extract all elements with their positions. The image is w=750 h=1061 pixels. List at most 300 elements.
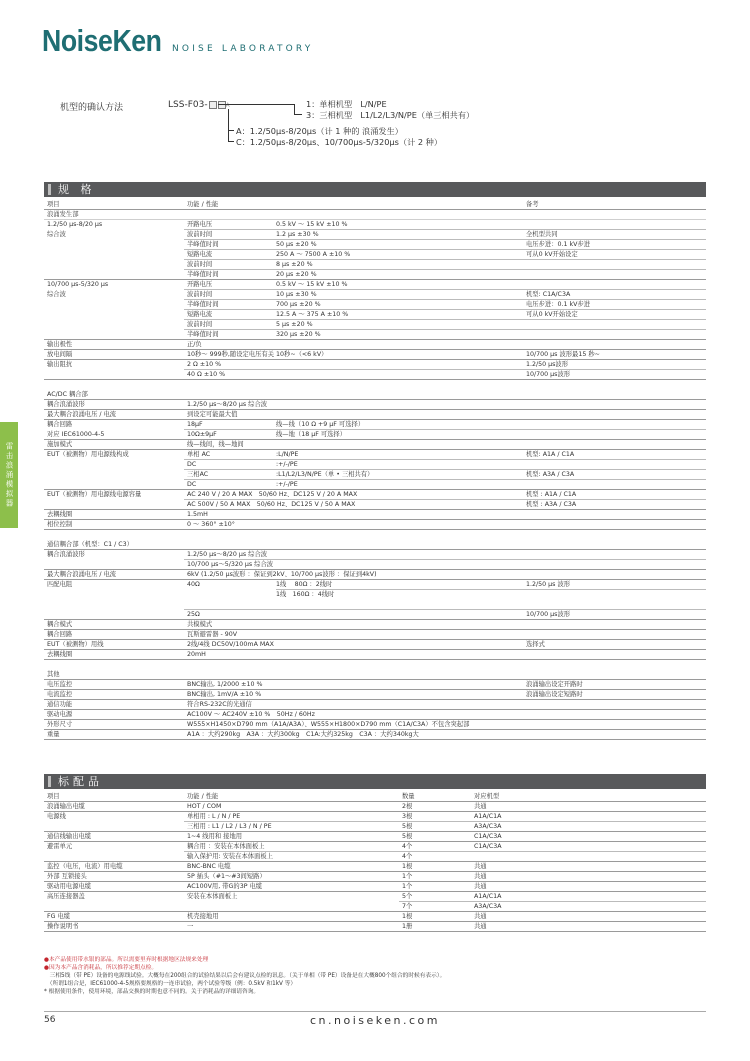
category-side-tab: 雷击浪涌模拟器 xyxy=(0,422,18,528)
row-divider xyxy=(184,812,706,822)
spec-cell-c2: :+/-/PE xyxy=(276,461,298,468)
spec-row xyxy=(44,270,706,280)
row-divider xyxy=(44,400,706,410)
spec-row xyxy=(44,550,706,560)
accessory-cell-q: 1根 xyxy=(402,913,413,920)
row-divider xyxy=(44,640,706,650)
spec-row xyxy=(44,230,706,240)
row-divider xyxy=(44,710,706,720)
spec-cell-b: DC xyxy=(187,481,197,488)
spec-row xyxy=(44,300,706,310)
spec-row xyxy=(44,310,706,320)
spec-row xyxy=(44,220,706,230)
spec-cell-a: 综合波 xyxy=(47,291,66,298)
spec-row xyxy=(44,450,706,460)
spec-cell-c: 250 A 〜 7500 A ±10 % xyxy=(276,251,351,258)
spec-cell-b: 符合RS-232C的光通信 xyxy=(187,701,252,708)
row-divider xyxy=(44,520,706,530)
spec-cell-b: 1.2/50 μs〜8/20 μs 综合波 xyxy=(187,551,268,558)
spec-row xyxy=(44,730,706,740)
row-divider xyxy=(44,670,706,680)
model-option-3: 3：三相机型 L1/L2/L3/N/PE（单三相共有） xyxy=(306,110,475,120)
spec-cell-b: 40 Ω ±10 % xyxy=(187,371,226,378)
spec-row xyxy=(44,620,706,630)
spec-cell-d: 全机型共同 xyxy=(526,231,558,238)
note-conditions: * 根据使用条件，使用环境，部品交换的时期也意不同的。关于消耗品的详细请咨询。 xyxy=(44,989,260,995)
spec-cell-d: 机型 : A3A / C3A xyxy=(526,501,577,508)
accessory-row xyxy=(44,852,706,862)
accessory-cell-q: 4个 xyxy=(402,843,413,850)
spec-cell-a: 外形尺寸 xyxy=(47,721,73,728)
accessory-row xyxy=(44,892,706,902)
spec-cell-b: 1.2/50 μs〜8/20 μs 综合波 xyxy=(187,401,268,408)
row-divider xyxy=(184,250,706,260)
accessory-cell-a: FG 电缆 xyxy=(47,913,71,920)
spec-cell-b: 共模模式 xyxy=(187,621,213,628)
spec-cell-c: 8 μs ±20 % xyxy=(276,261,313,268)
spec-row xyxy=(44,320,706,330)
model-option-a: A：1.2/50μs-8/20μs（计 1 种的 浪涌发生） xyxy=(236,126,403,136)
accessory-cell-m: C1A/C3A xyxy=(474,833,502,840)
note-consumables: ●因为本产品含消耗品，所以推荐定期点检。 xyxy=(44,965,158,971)
spec-cell-a: 耦合回路 xyxy=(47,631,73,638)
spec-row xyxy=(44,480,706,490)
spec-cell-a: AC/DC 耦合部 xyxy=(47,391,88,398)
spec-cell-b: 6kV (1.2/50 μs波形 ：保证到2kV、10/700 μs波形 ：保证到4kV) xyxy=(187,571,377,578)
spec-cell-b: 40Ω xyxy=(187,581,200,588)
row-divider xyxy=(44,350,706,360)
accessory-row xyxy=(44,802,706,812)
row-divider xyxy=(44,610,706,620)
acc-header-function: 功能 / 性能 xyxy=(187,793,219,800)
spec-cell-d: 机型: A1A / C1A xyxy=(526,451,575,458)
accessory-cell-q: 4个 xyxy=(402,853,413,860)
row-divider xyxy=(44,700,706,710)
spec-cell-a: 电流监控 xyxy=(47,691,73,698)
accessory-cell-b: 三相用 : L1 / L2 / L3 / N / PE xyxy=(187,823,272,830)
row-divider xyxy=(44,872,706,882)
row-divider xyxy=(184,420,706,430)
spec-row xyxy=(44,370,706,380)
spec-cell-b: W555×H1450×D790 mm（A1A/A3A）、W555×H1800×D790 mm（C1A/C3A）不包含突起部 xyxy=(187,721,470,728)
row-divider xyxy=(44,650,706,660)
row-divider xyxy=(184,280,706,290)
spec-row xyxy=(44,720,706,730)
model-line-branch-digit xyxy=(294,104,295,114)
spec-cell-c2: 线—线（10 Ω +9 μF 可选择） xyxy=(276,421,365,428)
acc-header-qty: 数量 xyxy=(402,793,415,800)
spec-cell-b: 2线/4线 DC50V/100mA MAX xyxy=(187,641,274,648)
spec-row xyxy=(44,440,706,450)
spec-cell-b: 半峰值时间 xyxy=(187,241,219,248)
acc-header-item: 项目 xyxy=(47,793,60,800)
spec-cell-b: 瓦斯避雷器 - 90V xyxy=(187,631,238,638)
spec-cell-a: 通信功能 xyxy=(47,701,73,708)
accessory-cell-b: 5P 插头（#1〜#3间短路） xyxy=(187,873,266,880)
spec-row xyxy=(44,240,706,250)
accessory-cell-b: AC100V用, 带G的3P 电缆 xyxy=(187,883,263,890)
notes xyxy=(44,956,714,996)
spec-cell-b: 波前时间 xyxy=(187,291,213,298)
accessory-cell-m: 共通 xyxy=(474,883,487,890)
spec-cell-b: AC 240 V / 20 A MAX 50/60 Hz、DC125 V / 20 A MAX xyxy=(187,491,358,498)
spec-row xyxy=(44,290,706,300)
spec-row xyxy=(44,700,706,710)
accessories-table-header xyxy=(44,792,706,802)
spec-cell-d: 机型 : A1A / C1A xyxy=(526,491,577,498)
spec-row xyxy=(44,600,706,610)
spec-cell-b: 短路电流 xyxy=(187,251,213,258)
row-divider xyxy=(44,430,706,440)
spec-spacer-row xyxy=(44,660,706,670)
accessory-cell-q: 1册 xyxy=(402,923,413,930)
spec-cell-a: 通信耦合部（机型：C1 / C3） xyxy=(47,541,133,548)
row-divider xyxy=(184,240,706,250)
accessory-cell-q: 1个 xyxy=(402,873,413,880)
spec-cell-a: 重量 xyxy=(47,731,60,738)
spec-row xyxy=(44,690,706,700)
spec-cell-c2: 1线 80Ω ：2线时 xyxy=(276,581,333,588)
accessory-cell-m: A1A/C1A xyxy=(474,893,502,900)
note-inspection: 三相5线（带 PE）设备的电源线试验。大概每在200组合的试验结果以后会有建议点检的讯息。（关于单相（带 PE）设备是在大概800个组合的时候有表示）。 xyxy=(44,973,446,979)
spec-header-function: 功能 / 性能 xyxy=(187,201,219,208)
spec-cell-d: 电压步进：0.1 kV步进 xyxy=(526,241,591,248)
spec-cell-a: 耦合浪涌波形 xyxy=(47,551,85,558)
row-divider xyxy=(399,892,706,902)
row-divider xyxy=(44,822,706,832)
spec-cell-c: 0.5 kV 〜 15 kV ±10 % xyxy=(276,221,348,228)
logo-subtitle: NOISE LABORATORY xyxy=(171,44,314,54)
spec-cell-c2: :L1/L2/L3/N/PE（单 • 三相共有） xyxy=(276,471,374,478)
row-divider xyxy=(184,490,706,500)
row-divider xyxy=(184,450,706,460)
spec-row xyxy=(44,590,706,600)
spec-cell-a: 1.2/50 μs-8/20 μs xyxy=(47,221,103,228)
accessory-cell-m: A3A/C3A xyxy=(474,823,502,830)
spec-row xyxy=(44,540,706,550)
accessory-cell-b: 一 xyxy=(187,923,194,930)
spec-cell-a: 驱动电源 xyxy=(47,711,73,718)
spec-row xyxy=(44,680,706,690)
accessory-row xyxy=(44,822,706,832)
spec-cell-b: 波前时间 xyxy=(187,231,213,238)
accessory-cell-b: 安装在本体面板上 xyxy=(187,893,238,900)
model-code-text: LSS-F03- xyxy=(168,100,208,110)
spec-cell-b: 线—线间，线—地间 xyxy=(187,441,244,448)
page-number: 56 xyxy=(44,1015,56,1025)
row-divider xyxy=(44,390,706,400)
spec-cell-b: BNC输出, 1/2000 ±10 % xyxy=(187,681,263,688)
row-divider xyxy=(44,680,706,690)
spec-cell-b: 波前时间 xyxy=(187,321,213,328)
spec-row xyxy=(44,610,706,620)
spec-header-remarks: 备考 xyxy=(526,201,539,208)
accessory-cell-m: 共通 xyxy=(474,803,487,810)
accessory-cell-m: A3A/C3A xyxy=(474,903,502,910)
accessory-cell-q: 5根 xyxy=(402,833,413,840)
accessory-cell-b: HOT / COM xyxy=(187,803,222,810)
spec-cell-a: EUT（被测物）用电源线构成 xyxy=(47,451,129,458)
accessory-cell-a: 高压连接器盖 xyxy=(47,893,85,900)
row-divider xyxy=(184,470,706,480)
row-divider xyxy=(184,460,706,470)
spec-cell-a: 电压监控 xyxy=(47,681,73,688)
spec-cell-d: 机型: A3A / C3A xyxy=(526,471,575,478)
spec-row xyxy=(44,250,706,260)
spec-cell-b: 开路电压 xyxy=(187,281,213,288)
spec-cell-a: 输出阻抗 xyxy=(47,361,73,368)
spec-row xyxy=(44,340,706,350)
row-divider xyxy=(44,270,706,280)
spec-cell-b: 半峰值时间 xyxy=(187,301,219,308)
row-divider xyxy=(44,510,706,520)
spec-cell-c2: 线—地（18 μF 可选择） xyxy=(276,431,347,438)
spec-row xyxy=(44,670,706,680)
spec-cell-b: 25Ω xyxy=(187,611,200,618)
spec-cell-b: 到设定可能最大值 xyxy=(187,411,238,418)
spec-cell-a: 其他 xyxy=(47,671,60,678)
row-divider xyxy=(44,922,706,932)
accessory-cell-q: 2根 xyxy=(402,803,413,810)
spec-cell-c2: :L/N/PE xyxy=(276,451,299,458)
accessory-cell-m: 共通 xyxy=(474,873,487,880)
spec-cell-c: 20 μs ±20 % xyxy=(276,271,317,278)
spec-cell-b: 10/700 μs〜5/320 μs 综合波 xyxy=(187,561,274,568)
spec-cell-b: 短路电流 xyxy=(187,311,213,318)
row-divider xyxy=(44,690,706,700)
spec-cell-a: 施加模式 xyxy=(47,441,73,448)
row-divider xyxy=(44,832,706,842)
spec-cell-b: 10秒〜 999秒,随设定电压有关 10秒~（<6 kV） xyxy=(187,351,328,358)
accessory-cell-m: C1A/C3A xyxy=(474,843,502,850)
spec-cell-b: AC100V 〜 AC240V ±10 % 50Hz / 60Hz xyxy=(187,711,315,718)
accessory-cell-m: A1A/C1A xyxy=(474,813,502,820)
row-divider xyxy=(184,842,706,852)
spec-row xyxy=(44,470,706,480)
row-divider xyxy=(44,882,706,892)
accessory-row xyxy=(44,832,706,842)
spec-cell-c: 320 μs ±20 % xyxy=(276,331,321,338)
model-digit-box xyxy=(209,101,217,109)
accessory-cell-q: 7个 xyxy=(402,903,413,910)
spec-cell-b: 三相AC xyxy=(187,471,209,478)
accessory-cell-a: 通信线输出电缆 xyxy=(47,833,92,840)
spec-section-title: 规 格 xyxy=(58,183,96,196)
spec-row xyxy=(44,280,706,290)
spec-row xyxy=(44,430,706,440)
spec-row xyxy=(44,410,706,420)
row-divider xyxy=(44,802,706,812)
spec-cell-b: AC 500V / 50 A MAX 50/60 Hz、DC125 V / 50 A MAX xyxy=(187,501,356,508)
spec-cell-a: 10/700 μs-5/320 μs xyxy=(47,281,109,288)
spec-cell-d: 可从0 kV开始设定 xyxy=(526,251,578,258)
spec-cell-a: 耦合浪涌波形 xyxy=(47,401,85,408)
accessory-row xyxy=(44,862,706,872)
spec-cell-c: 5 μs ±20 % xyxy=(276,321,313,328)
spec-cell-d: 10/700 μs波形 xyxy=(526,371,571,378)
row-divider xyxy=(276,580,706,590)
accessory-cell-a: 外部 互锁接头 xyxy=(47,873,87,880)
spec-cell-b: 2 Ω ±10 % xyxy=(187,361,222,368)
row-divider xyxy=(44,720,706,730)
spec-cell-a: 耦合回路 xyxy=(47,421,73,428)
spec-row xyxy=(44,630,706,640)
spec-cell-a: EUT（被测物）用电源线电源容量 xyxy=(47,491,142,498)
spec-row xyxy=(44,210,706,220)
spec-header-item: 项目 xyxy=(47,201,60,208)
spec-cell-c: 12.5 A 〜 375 A ±10 % xyxy=(276,311,349,318)
accessory-cell-q: 3根 xyxy=(402,813,413,820)
accessories-section-header xyxy=(44,774,706,789)
spec-section-header xyxy=(44,182,706,197)
accessory-cell-b: 输入保护用: 安装在本体面板上 xyxy=(187,853,273,860)
note-mercury: ●本产品使用带水银的部品。所以需要里弃时根据地区法规来处理 xyxy=(44,957,209,963)
spec-row xyxy=(44,260,706,270)
spec-cell-b: 开路电压 xyxy=(187,221,213,228)
note-combination: （所谓1组合是，IEC61000-4-5规格要规格的一连串试验，两个试验等级（例：0.5kV 和1kV 等） xyxy=(44,981,297,987)
accessory-cell-b: 1~4 线用和 接地用 xyxy=(187,833,243,840)
model-confirm-title: 机型的确认方法 xyxy=(60,103,124,113)
accessory-row xyxy=(44,812,706,822)
row-divider xyxy=(44,440,706,450)
row-divider xyxy=(44,340,706,350)
spec-cell-b: 10Ω±9μF xyxy=(187,431,217,438)
spec-cell-d: 10/700 μs 波形最15 秒~ xyxy=(526,351,600,358)
accessory-cell-q: 5个 xyxy=(402,893,413,900)
row-divider xyxy=(44,500,706,510)
model-line-digit-opt3 xyxy=(294,114,302,115)
spec-cell-b: 1.5mH xyxy=(187,511,208,518)
row-divider xyxy=(44,912,706,922)
row-divider xyxy=(44,480,706,490)
spec-cell-d: 浪涌输出设定短路时 xyxy=(526,691,583,698)
row-divider xyxy=(184,300,706,310)
spec-cell-d: 1.2/50 μs 波形 xyxy=(526,581,571,588)
accessory-cell-m: 共通 xyxy=(474,923,487,930)
accessory-row xyxy=(44,842,706,852)
row-divider xyxy=(44,852,706,862)
row-divider xyxy=(44,540,706,550)
model-line-letter-optC xyxy=(228,141,234,142)
spec-cell-a: 去耦线圈 xyxy=(47,651,73,658)
accessory-row xyxy=(44,912,706,922)
accessories-table xyxy=(44,792,706,932)
row-divider xyxy=(44,862,706,872)
accessories-section-title: 标配品 xyxy=(58,775,103,788)
section-marker xyxy=(48,776,51,787)
row-divider xyxy=(184,230,706,240)
accessory-row xyxy=(44,922,706,932)
spec-cell-d: 机型: C1A/C3A xyxy=(526,291,571,298)
spec-cell-b: 单相 AC xyxy=(187,451,211,458)
spec-cell-a: EUT（被测物）用线 xyxy=(47,641,104,648)
spec-row xyxy=(44,350,706,360)
model-code xyxy=(168,100,230,110)
spec-cell-c: 700 μs ±20 % xyxy=(276,301,321,308)
accessory-row xyxy=(44,882,706,892)
row-divider xyxy=(184,550,706,560)
spec-cell-b: 正/负 xyxy=(187,341,202,348)
accessory-cell-a: 驱动用电源电缆 xyxy=(47,883,92,890)
spec-cell-c: 1.2 μs ±30 % xyxy=(276,231,319,238)
spec-row xyxy=(44,510,706,520)
accessory-cell-q: 1根 xyxy=(402,863,413,870)
spec-spacer-row xyxy=(44,530,706,540)
spec-cell-b: 20mH xyxy=(187,651,206,658)
spec-row xyxy=(44,520,706,530)
row-divider xyxy=(44,730,706,740)
noiseken-logo xyxy=(42,22,314,56)
spec-cell-d: 电压步进：0.1 kV步进 xyxy=(526,301,591,308)
accessory-cell-a: 避雷单元 xyxy=(47,843,73,850)
row-divider xyxy=(184,220,706,230)
spec-cell-a: 浪涌发生部 xyxy=(47,211,79,218)
model-code-suffix: A xyxy=(225,102,230,109)
spec-cell-a: 耦合模式 xyxy=(47,621,73,628)
spec-row xyxy=(44,390,706,400)
acc-header-model: 对应机型 xyxy=(474,793,500,800)
spec-cell-a: 对应 IEC61000-4-5 xyxy=(47,431,105,438)
row-divider xyxy=(44,370,706,380)
spec-cell-a: 放电间隔 xyxy=(47,351,73,358)
model-line-digit xyxy=(218,104,294,105)
accessory-row xyxy=(44,872,706,882)
accessory-cell-a: 监控（电压，电流）用电缆 xyxy=(47,863,123,870)
spec-table-header xyxy=(44,200,706,210)
accessory-cell-b: 机壳接地用 xyxy=(187,913,219,920)
row-divider xyxy=(44,570,706,580)
row-divider xyxy=(44,620,706,630)
footer-divider xyxy=(44,1011,706,1012)
spec-cell-b: BNC输出, 1mV/A ±10 % xyxy=(187,691,262,698)
spec-cell-c2: :+/-/PE xyxy=(276,481,298,488)
row-divider xyxy=(44,410,706,420)
row-divider xyxy=(44,330,706,340)
spec-cell-b: 半峰值时间 xyxy=(187,271,219,278)
accessory-cell-q: 5根 xyxy=(402,823,413,830)
spec-cell-c: 50 μs ±20 % xyxy=(276,241,317,248)
spec-cell-a: 去耦线圈 xyxy=(47,511,73,518)
spec-cell-d: 1.2/50 μs波形 xyxy=(526,361,569,368)
accessory-cell-m: 共通 xyxy=(474,913,487,920)
spec-row xyxy=(44,650,706,660)
spec-row xyxy=(44,640,706,650)
spec-cell-a: 最大耦合浪涌电压 / 电流 xyxy=(47,411,117,418)
spec-row xyxy=(44,580,706,590)
spec-cell-b: 波前时间 xyxy=(187,261,213,268)
spec-row xyxy=(44,500,706,510)
row-divider xyxy=(184,310,706,320)
accessory-cell-a: 浪涌输出电缆 xyxy=(47,803,85,810)
row-divider xyxy=(184,600,706,610)
accessory-cell-a: 操作说明书 xyxy=(47,923,79,930)
accessory-cell-b: BNC-BNC 电缆 xyxy=(187,863,231,870)
spec-spacer-row xyxy=(44,380,706,390)
accessory-cell-m: 共通 xyxy=(474,863,487,870)
spec-row xyxy=(44,570,706,580)
spec-cell-a: 综合波 xyxy=(47,231,66,238)
spec-row xyxy=(44,330,706,340)
accessory-row xyxy=(44,902,706,912)
spec-cell-b: 半峰值时间 xyxy=(187,331,219,338)
spec-cell-b: 0 〜 360° ±10° xyxy=(187,521,235,528)
spec-row xyxy=(44,490,706,500)
spec-table xyxy=(44,200,706,740)
row-divider xyxy=(184,290,706,300)
spec-cell-b: A1A ：大约290kg A3A ：大约300kg C1A:大约325kg C3A ：大约340kg大 xyxy=(187,731,419,738)
spec-row xyxy=(44,360,706,370)
spec-row xyxy=(44,400,706,410)
